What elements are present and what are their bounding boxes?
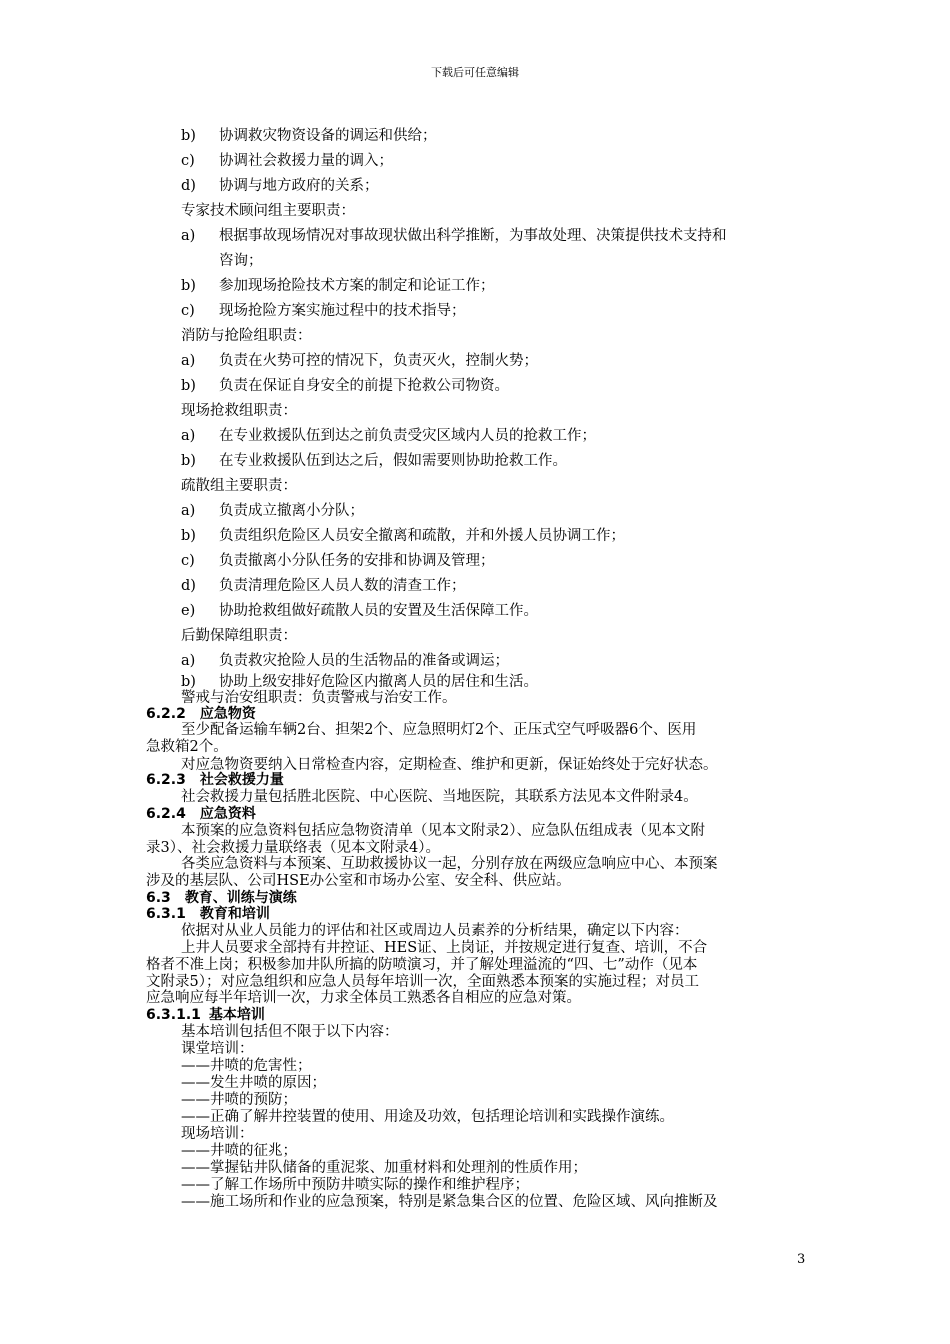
dash-item: ——掌握钻井队储备的重泥浆、加重材料和处理剂的性质作用； [181, 1160, 587, 1176]
list-text: 在专业救援队伍到达之后，假如需要则协助抢救工作。 [219, 453, 567, 469]
list-label: a) [181, 653, 196, 669]
list-item [181, 528, 625, 545]
dash-item: ——了解工作场所中预防井喷实际的操作和维护程序； [181, 1177, 529, 1193]
section-heading [146, 890, 297, 907]
section-heading [146, 806, 256, 823]
list-text: 负责清理危险区人员人数的清查工作； [219, 578, 466, 594]
list-label: b) [181, 378, 196, 394]
section-number: 6.2.2 [146, 706, 186, 722]
list-label: c) [181, 303, 195, 319]
list-label: b) [181, 674, 196, 690]
dash-item: ——井喷的危害性； [181, 1058, 312, 1074]
list-item [181, 228, 727, 245]
list-item [181, 453, 567, 470]
list-label: c) [181, 553, 195, 569]
body-text: 涉及的基层队、公司HSE办公室和市场办公室、安全科、供应站。 [146, 873, 571, 889]
list-label: b) [181, 528, 196, 544]
dash-item: ——井喷的征兆； [181, 1143, 297, 1159]
body-text: 各类应急资料与本预案、互助救援协议一起，分别存放在两级应急响应中心、本预案 [181, 856, 718, 872]
list-text: 协调与地方政府的关系； [219, 178, 379, 194]
list-item [181, 674, 538, 691]
list-text: 协调社会救援力量的调入； [219, 153, 393, 169]
list-item [181, 578, 466, 595]
list-item [181, 178, 379, 195]
list-text: 负责撤离小分队任务的安排和协调及管理； [219, 553, 495, 569]
body-text: 格者不准上岗；积极参加井队所搞的防喷演习，并了解处理溢流的“四、七”动作（见本 [146, 957, 698, 973]
list-label: e) [181, 603, 196, 619]
list-label: a) [181, 428, 196, 444]
list-label: b) [181, 128, 196, 144]
body-text: 对应急物资要纳入日常检查内容，定期检查、维护和更新，保证始终处于完好状态。 [181, 757, 718, 773]
list-item [181, 303, 466, 320]
list-text: 负责在保证自身安全的前提下抢救公司物资。 [219, 378, 509, 394]
section-heading [146, 706, 256, 723]
list-item [181, 553, 495, 570]
list-item [181, 428, 596, 445]
body-text: 应急响应每半年培训一次，力求全体员工熟悉各自相应的应急对策。 [146, 990, 581, 1006]
body-text: 文附录5）；对应急组织和应急人员每年培训一次，全面熟悉本预案的实施过程；对员工 [146, 974, 699, 990]
list-item [181, 603, 538, 620]
list-text: 协调救灾物资设备的调运和供给； [219, 128, 437, 144]
body-text: 上井人员要求全部持有井控证、HES证、上岗证，并按规定进行复查、培训，不合 [181, 940, 708, 956]
body-text: 至少配备运输车辆2台、担架2个、应急照明灯2个、正压式空气呼吸器6个、医用 [181, 722, 697, 738]
list-text: 负责组织危险区人员安全撤离和疏散，并和外援人员协调工作； [219, 528, 625, 544]
dash-item: ——施工场所和作业的应急预案，特别是紧急集合区的位置、危险区域、风向推断及 [181, 1194, 718, 1210]
dash-item: ——正确了解井控装置的使用、用途及功效，包括理论培训和实践操作演练。 [181, 1109, 674, 1125]
section-subtitle: 现场抢救组职责： [181, 403, 297, 419]
body-text: 依据对从业人员能力的评估和社区或周边人员素养的分析结果，确定以下内容： [181, 923, 689, 939]
body-text: 警戒与治安组职责：负责警戒与治安工作。 [181, 690, 457, 706]
list-label: a) [181, 353, 196, 369]
body-text: 基本培训包括但不限于以下内容： [181, 1024, 399, 1040]
page-header: 下载后可任意编辑 [431, 66, 519, 79]
section-heading [146, 1007, 265, 1024]
list-item [181, 503, 364, 520]
section-number: 6.3.1 [146, 906, 186, 922]
body-text: 本预案的应急资料包括应急物资清单（见本文附录2）、应急队伍组成表（见本文附 [181, 823, 705, 839]
list-text: 负责成立撤离小分队； [219, 503, 364, 519]
section-subtitle: 后勤保障组职责： [181, 628, 297, 644]
list-item [181, 128, 437, 145]
body-text: 课堂培训： [181, 1041, 254, 1057]
section-heading [146, 772, 284, 789]
section-title: 基本培训 [208, 1007, 265, 1023]
list-label: d) [181, 578, 196, 594]
list-text: 参加现场抢险技术方案的制定和论证工作； [219, 278, 495, 294]
section-number: 6.2.3 [146, 772, 186, 788]
section-number: 6.3.1.1 [146, 1007, 201, 1023]
section-number: 6.3 [146, 890, 171, 906]
list-text: 根据事故现场情况对事故现状做出科学推断，为事故处理、决策提供技术支持和 [219, 228, 727, 244]
list-item [181, 653, 509, 670]
dash-item: ——井喷的预防； [181, 1092, 297, 1108]
list-continuation: 咨询； [219, 253, 263, 269]
list-label: a) [181, 228, 196, 244]
page-number: 3 [797, 1252, 806, 1267]
section-subtitle: 专家技术顾问组主要职责： [181, 203, 355, 219]
list-label: b) [181, 453, 196, 469]
section-subtitle: 消防与抢险组职责： [181, 328, 312, 344]
list-item [181, 378, 509, 395]
list-text: 负责在火势可控的情况下，负责灭火，控制火势； [219, 353, 538, 369]
list-label: c) [181, 153, 195, 169]
body-text: 急救箱2个。 [146, 739, 228, 755]
dash-item: ——发生井喷的原因； [181, 1075, 326, 1091]
list-label: a) [181, 503, 196, 519]
body-text: 录3）、社会救援力量联络表（见本文附录4）。 [146, 840, 440, 856]
list-label: b) [181, 278, 196, 294]
section-title: 教育、训练与演练 [184, 890, 297, 906]
body-text: 现场培训： [181, 1126, 254, 1142]
section-title: 应急物资 [199, 706, 256, 722]
section-title: 教育和培训 [199, 906, 270, 922]
section-title: 社会救援力量 [199, 772, 284, 788]
section-subtitle: 疏散组主要职责： [181, 478, 297, 494]
list-text: 负责救灾抢险人员的生活物品的准备或调运； [219, 653, 509, 669]
list-text: 协助抢救组做好疏散人员的安置及生活保障工作。 [219, 603, 538, 619]
section-heading [146, 906, 270, 923]
body-text: 社会救援力量包括胜北医院、中心医院、当地医院，其联系方法见本文件附录4。 [181, 789, 698, 805]
list-item [181, 278, 495, 295]
list-label: d) [181, 178, 196, 194]
section-title: 应急资料 [199, 806, 256, 822]
list-text: 协助上级安排好危险区内撤离人员的居住和生活。 [219, 674, 538, 690]
list-item [181, 353, 538, 370]
list-text: 在专业救援队伍到达之前负责受灾区域内人员的抢救工作； [219, 428, 596, 444]
list-text: 现场抢险方案实施过程中的技术指导； [219, 303, 466, 319]
section-number: 6.2.4 [146, 806, 186, 822]
list-item [181, 153, 393, 170]
